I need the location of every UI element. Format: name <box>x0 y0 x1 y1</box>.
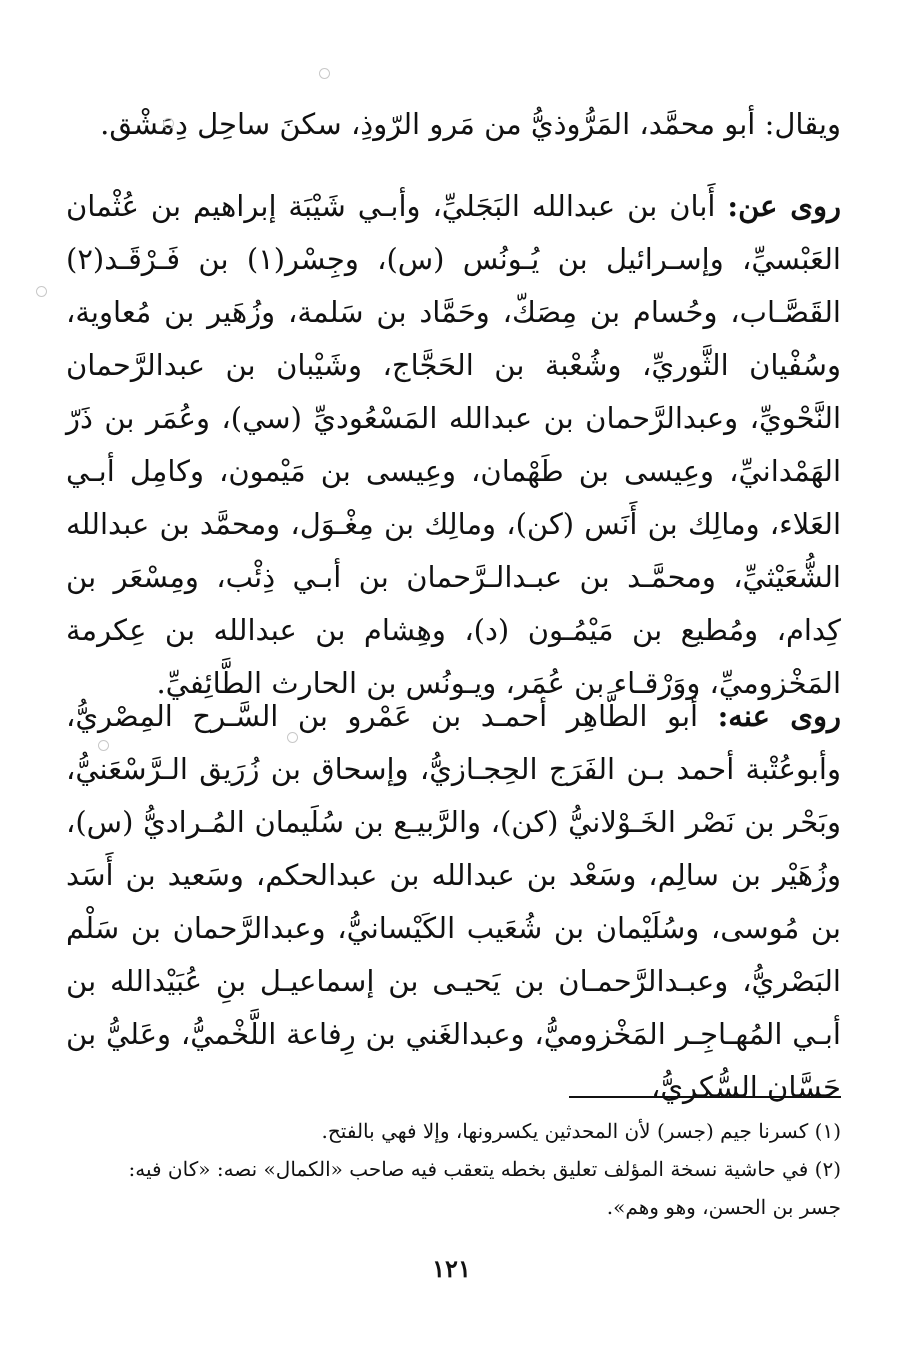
footnote-2: (٢) في حاشية نسخة المؤلف تعليق بخطه يتعقب فيه صاحب «الكمال» نصه: «كان فيه: <box>128 1157 841 1181</box>
paper-speck <box>36 286 47 297</box>
page-number: ١٢١ <box>432 1254 471 1283</box>
paper-speck <box>287 732 298 743</box>
paper-speck <box>319 68 330 79</box>
intro-paragraph: ويقال: أبو محمَّد، المَرُّوذيُّ من مَرو الرّوذِ، سكنَ ساحِل دِمَشْق. <box>100 107 841 141</box>
paper-speck <box>98 740 109 751</box>
footnote-separator <box>569 1096 841 1098</box>
footnote-1: (١) كسرنا جيم (جسر) لأن المحدثين يكسرونها، وإلا فهي بالفتح. <box>321 1119 841 1143</box>
footnotes <box>61 1112 841 1226</box>
paper-speck <box>163 118 174 129</box>
narrators-from-him-paragraph <box>66 690 841 1114</box>
narrated-from-label: روى عن: <box>727 189 842 223</box>
narrators-from-him-label: روى عنه: <box>717 699 841 733</box>
footnote-2-continuation: جسر بن الحسن، وهو وهم». <box>606 1195 841 1219</box>
narrated-from-paragraph <box>66 180 841 710</box>
narrated-from-text: أَبان بن عبدالله البَجَليِّ، وأبـي شَيْبَة إبراهيم بن عُثْمان العَبْسيِّ، وإسـرائيل بن يُـونُس (س)، وجِسْر(١) بن فَـرْقَـد(٢) القَصَّـاب، وحُسام بن مِصَكّ، وحَمَّاد بن سَلمة، وزُهَير بن مُعاوية، وسُفْيان الثَّوريِّ، وشُعْبة بن الحَجَّاج، وشَيْبان بن عبدالرَّحمان النَّحْويِّ، وعبدالرَّحمان بن عبدالله المَسْعُوديِّ (سي)، وعُمَر بن ذَرّ الهَمْدانيِّ، وعِيسى بن طَهْمان، وعِيسى بن مَيْمون، وكامِل أبـي العَلاء، ومالِك بن أَنَس (كن)، ومالِك بن مِغْـوَل، ومحمَّد بن عبدالله الشُّعَيْثيِّ، ومحمَّـد بن عبـدالـرَّحمان بن أبـي ذِئْب، ومِسْعَر بن كِدام، ومُطيع بن مَيْمُـون (د)، وهِشام بن عبدالله بن عِكرمة المَخْزوميِّ، ووَرْقـاء بن عُمَر، ويـونُس بن الحارث الطَّائِفيِّ. <box>66 189 841 700</box>
narrators-from-him-text: أبو الطَّاهِر أحمـد بن عَمْرو بن السَّـرح المِصْريُّ، وأبوعُتْبة أحمد بـن الفَرَج الحِجـازيُّ، وإسحاق بن زُرَيق الـرَّسْعَنيُّ، وبَحْر بن نَصْر الخَـوْلانيُّ (كن)، والرَّبيـع بن سُلَيمان المُـراديُّ (س)، وزُهَيْر بن سالِم، وسَعْد بن عبدالله بن عبدالحكم، وسَعيد بن أَسَد بن مُوسى، وسُلَيْمان بن شُعَيب الكَيْسانيُّ، وعبدالرَّحمان بن سَلْم البَصْريُّ، وعبـدالرَّحمـان بن يَحيـى بن إسماعيـل بنِ عُبَيْدالله بن أبـي المُهـاجِـر المَخْزوميُّ، وعبدالغَني بن رِفاعة اللَّخْميُّ، وعَليُّ بن حَسَّان السُّكريُّ، <box>66 699 841 1104</box>
